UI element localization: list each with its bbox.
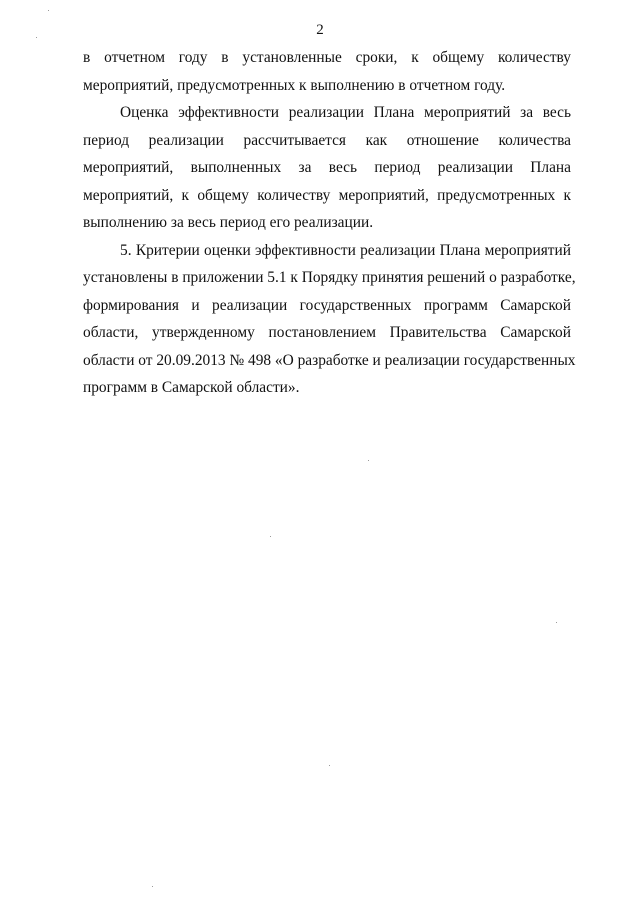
text-line: мероприятий, к общему количеству мероприятий, предусмотренных к xyxy=(83,186,571,204)
text-line: период реализации рассчитывается как отношение количества xyxy=(83,131,571,149)
text-line: области от 20.09.2013 № 498 «О разработке и реализации государственных xyxy=(83,351,576,369)
paragraph-3 xyxy=(83,237,576,402)
scan-speck xyxy=(556,622,557,623)
document-body xyxy=(83,44,576,402)
scan-speck xyxy=(329,765,330,766)
text-line: области, утвержденному постановлением Правительства Самарской xyxy=(83,324,571,341)
scan-speck xyxy=(36,37,37,38)
text-line: мероприятий, выполненных за весь период реализации Плана xyxy=(83,159,571,176)
text-line: установлены в приложении 5.1 к Порядку принятия решений о разработке, xyxy=(83,269,576,286)
scan-speck xyxy=(270,536,271,537)
text-line: программ в Самарской области». xyxy=(83,379,300,396)
text-line: мероприятий, предусмотренных к выполнению в отчетном году. xyxy=(83,76,506,94)
paragraph-2 xyxy=(83,99,571,237)
text-line: формирования и реализации государственных программ Самарской xyxy=(83,296,571,314)
paragraph-1 xyxy=(83,44,571,99)
scan-speck xyxy=(152,886,153,887)
scan-speck xyxy=(368,460,369,461)
text-line: в отчетном году в установленные сроки, к общему количеству xyxy=(83,49,571,66)
text-line: 5. Критерии оценки эффективности реализации Плана мероприятий xyxy=(120,241,571,259)
page-number: 2 xyxy=(316,22,324,38)
text-line: Оценка эффективности реализации Плана мероприятий за весь xyxy=(120,104,571,121)
scan-speck xyxy=(48,10,49,11)
text-line: выполнению за весь период его реализации. xyxy=(83,214,374,231)
